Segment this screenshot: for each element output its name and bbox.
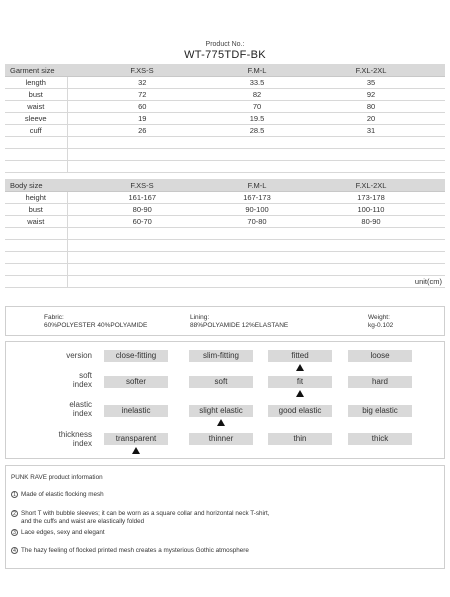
cell: 28.5 bbox=[217, 125, 297, 137]
cell: 33.5 bbox=[217, 77, 297, 89]
table-row bbox=[5, 204, 445, 216]
size-col-0: F.XS-S bbox=[67, 179, 217, 192]
cell: 80-90 bbox=[67, 204, 217, 216]
attr-option: hard bbox=[348, 376, 412, 388]
attr-option: thinner bbox=[189, 433, 253, 445]
attr-option-selected: fitted bbox=[268, 350, 332, 362]
list-item bbox=[11, 529, 105, 537]
list-text: The hazy feeling of flocked printed mesh creates a mysterious Gothic atmosphere bbox=[21, 547, 249, 555]
attr-option: thick bbox=[348, 433, 412, 445]
body-size-title: Body size bbox=[5, 179, 67, 192]
empty-row bbox=[5, 264, 445, 276]
table-row bbox=[5, 192, 445, 204]
empty-row bbox=[5, 161, 445, 173]
lining-label: Lining: bbox=[190, 314, 210, 321]
body-size-table bbox=[5, 179, 445, 288]
cell: 60-70 bbox=[67, 216, 217, 228]
attr-option: slim-fitting bbox=[189, 350, 253, 362]
unit-row bbox=[5, 276, 445, 288]
size-col-2: F.XL-2XL bbox=[297, 179, 445, 192]
attr-option: inelastic bbox=[104, 405, 168, 417]
attr-option: big elastic bbox=[348, 405, 412, 417]
table-row bbox=[5, 113, 445, 125]
row-label: sleeve bbox=[5, 113, 67, 125]
attr-option: softer bbox=[104, 376, 168, 388]
list-item bbox=[11, 547, 249, 555]
table-row bbox=[5, 125, 445, 137]
attr-option: close-fitting bbox=[104, 350, 168, 362]
attr-option: thin bbox=[268, 433, 332, 445]
cell: 90-100 bbox=[217, 204, 297, 216]
garment-size-table bbox=[5, 64, 445, 173]
row-label: waist bbox=[5, 101, 67, 113]
weight-info bbox=[368, 314, 393, 330]
attr-option: loose bbox=[348, 350, 412, 362]
list-item bbox=[11, 491, 104, 499]
attr-label-thickness-index: thickness index bbox=[58, 430, 92, 448]
product-no-label: Product No.: bbox=[205, 41, 245, 48]
attr-option: good elastic bbox=[268, 405, 332, 417]
attr-label-elastic-index: elastic index bbox=[69, 400, 92, 418]
cell: 20 bbox=[297, 113, 445, 125]
table-row bbox=[5, 101, 445, 113]
size-col-0: F.XS-S bbox=[67, 64, 217, 77]
cell: 31 bbox=[297, 125, 445, 137]
cell: 60 bbox=[67, 101, 217, 113]
list-number: 2 bbox=[11, 510, 18, 517]
cell: 173-178 bbox=[297, 192, 445, 204]
empty-row bbox=[5, 240, 445, 252]
cell: 72 bbox=[67, 89, 217, 101]
empty-row bbox=[5, 149, 445, 161]
row-label: height bbox=[5, 192, 67, 204]
attributes-box bbox=[5, 341, 445, 459]
row-label: cuff bbox=[5, 125, 67, 137]
fabric-value: 60%POLYESTER 40%POLYAMIDE bbox=[44, 322, 148, 329]
attr-option-selected: transparent bbox=[104, 433, 168, 445]
weight-label: Weight: bbox=[368, 314, 390, 321]
cell: 70 bbox=[217, 101, 297, 113]
cell: 82 bbox=[217, 89, 297, 101]
list-text: Short T with bubble sleeves; it can be worn as a square collar and horizontal neck T-shirt, bbox=[21, 510, 270, 518]
size-col-1: F.M-L bbox=[217, 64, 297, 77]
product-code: WT-775TDF-BK bbox=[184, 49, 266, 61]
cell: 100-110 bbox=[297, 204, 445, 216]
list-number: 3 bbox=[11, 529, 18, 536]
attr-label-version: version bbox=[66, 351, 92, 360]
fabric-info bbox=[44, 314, 147, 330]
cell: 167-173 bbox=[217, 192, 297, 204]
cell: 19.5 bbox=[217, 113, 297, 125]
product-info-box bbox=[5, 465, 445, 569]
selection-marker-icon bbox=[296, 390, 304, 397]
cell: 161-167 bbox=[67, 192, 217, 204]
list-text: Lace edges, sexy and elegant bbox=[21, 529, 105, 537]
fabric-label: Fabric: bbox=[44, 314, 64, 321]
cell: 32 bbox=[67, 77, 217, 89]
list-text: Made of elastic flocking mesh bbox=[21, 491, 104, 499]
row-label: length bbox=[5, 77, 67, 89]
table-row bbox=[5, 77, 445, 89]
list-item bbox=[11, 510, 270, 525]
row-label: bust bbox=[5, 204, 67, 216]
cell: 80 bbox=[297, 101, 445, 113]
selection-marker-icon bbox=[132, 447, 140, 454]
cell: 26 bbox=[67, 125, 217, 137]
lining-info bbox=[190, 314, 288, 330]
attr-option-selected: slight elastic bbox=[189, 405, 253, 417]
list-number: 1 bbox=[11, 491, 18, 498]
weight-value: kg-0.102 bbox=[368, 322, 394, 329]
cell: 92 bbox=[297, 89, 445, 101]
garment-size-title: Garment size bbox=[5, 64, 67, 77]
list-text-continued: and the cuffs and waist are elastically folded bbox=[21, 517, 145, 525]
body-size-header bbox=[5, 179, 445, 192]
materials-box bbox=[5, 306, 445, 336]
unit-label: unit(cm) bbox=[67, 276, 445, 288]
cell: 19 bbox=[67, 113, 217, 125]
empty-row bbox=[5, 228, 445, 240]
attr-label-soft-index: soft index bbox=[72, 371, 92, 389]
table-row bbox=[5, 216, 445, 228]
cell: 35 bbox=[297, 77, 445, 89]
garment-size-header bbox=[5, 64, 445, 77]
list-number: 4 bbox=[11, 547, 18, 554]
product-info-title: PUNK RAVE product information bbox=[11, 474, 103, 481]
attr-option: soft bbox=[189, 376, 253, 388]
empty-row bbox=[5, 252, 445, 264]
table-row bbox=[5, 89, 445, 101]
row-label: bust bbox=[5, 89, 67, 101]
lining-value: 88%POLYAMIDE 12%ELASTANE bbox=[190, 322, 289, 329]
empty-row bbox=[5, 137, 445, 149]
cell: 80-90 bbox=[297, 216, 445, 228]
cell: 70-80 bbox=[217, 216, 297, 228]
row-label: waist bbox=[5, 216, 67, 228]
size-col-2: F.XL-2XL bbox=[297, 64, 445, 77]
attr-option-selected: fit bbox=[268, 376, 332, 388]
selection-marker-icon bbox=[296, 364, 304, 371]
size-col-1: F.M-L bbox=[217, 179, 297, 192]
selection-marker-icon bbox=[217, 419, 225, 426]
